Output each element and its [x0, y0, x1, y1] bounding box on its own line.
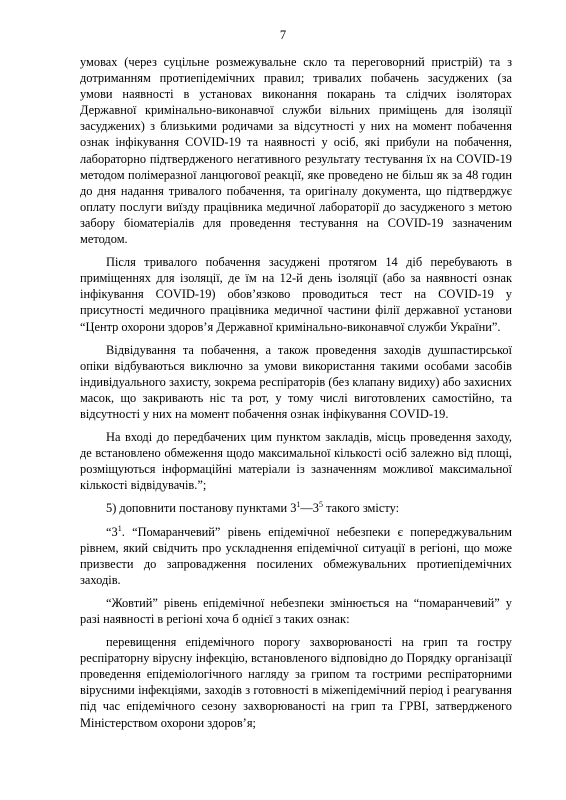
paragraph-yellow-to-orange: “Жовтий” рівень епідемічної небезпеки змінюється на “помаранчевий” у разі наявності в регіоні хоча б однієї з таких ознак:: [80, 595, 512, 626]
orange-sup: 1: [117, 523, 122, 533]
amend-suffix: такого змісту:: [323, 501, 400, 516]
amend-sup-start: 1: [296, 500, 301, 510]
orange-text: . “Помаранчевий” рівень епідемічної небезпеки є попереджувальним рівнем, який свідчить про ускладнення епідемічної ситуації в регіоні, що може призвести до запровадження посилених обмежувальних протиепідемічних заходів.: [80, 524, 512, 587]
paragraph-entrance-information: На вході до передбачених цим пунктом закладів, місць проведення заходу, де встановлено обмеження щодо максимальної кількості осіб залежно від площі, розміщуються інформаційні матеріали із зазначенням можливої максимальної кількості відвідувачів.”;: [80, 430, 512, 493]
paragraph-isolation-after-visit: Після тривалого побачення засуджені протягом 14 діб перебувають в приміщеннях для ізоляції, де їм на 12-й день ізоляції (або за наявності ознак інфікування COVID-19) обов’язково проводиться тест на COVID-19 у присутності медичного працівника медичної частини філії державної установи “Центр охорони здоров’я Державної кримінально-виконавчої служби України”.: [80, 255, 512, 334]
amend-sup-end: 5: [319, 500, 323, 510]
document-body: [80, 54, 512, 738]
amend-mid: —3: [300, 501, 319, 516]
paragraph-threshold-exceeded: перевищення епідемічного порогу захворюваності на грип та гостру респіраторну вірусну інфекцію, встановленого відповідно до Порядку організації проведення епідеміологічного нагляду за грипом та гострими респіраторними вірусними інфекціями, заходів з готовності в міжепідемічний період і реагування під час епідемічного сезону захворюваності на грип та ГРВІ, затвердженого Міністерством охорони здоров’я;: [80, 635, 512, 730]
orange-prefix: “3: [106, 524, 118, 539]
paragraph-amend-resolution: [80, 500, 512, 516]
paragraph-orange-level: [80, 524, 512, 588]
page-number: 7: [279, 28, 287, 42]
paragraph-protective-equipment: Відвідування та побачення, а також проведення заходів душпастирської опіки відбуваються виключно за умови використання такими особами засобів індивідуального захисту, зокрема респіраторів (без клапану видиху) або захисних масок, що закривають ніс та рот, у тому числі виготовлених самостійно, та відсутності у них на момент побачення ознак інфікування COVID-19.: [80, 342, 512, 421]
amend-prefix: 5) доповнити постанову пунктами 3: [106, 501, 297, 516]
paragraph-visits-conditions: умовах (через суцільне розмежувальне скло та переговорний пристрій) та з дотриманням протиепідемічних правил; тривалих побачень засуджених (за умови наявності в установах виконання покарань та слідчих ізоляторах Державної кримінально-виконавчої служби вільних приміщень для ізоляції засуджених) з близькими родичами за відсутності у них на момент побачення ознак інфікування COVID-19 та наявності у осіб, які прибули на побачення, лабораторно підтвердженого негативного результату тестування їх на COVID-19 методом полімеразної ланцюгової реакції, яке проведено не більш як за 48 годин до дня надання тривалого побачення, та оригіналу документа, що підтверджує оплату послуги виїзду працівника медичної лабораторії до засудженого з метою забору біоматеріалів для проведення тестування на COVID-19 зазначеним методом.: [80, 55, 512, 247]
